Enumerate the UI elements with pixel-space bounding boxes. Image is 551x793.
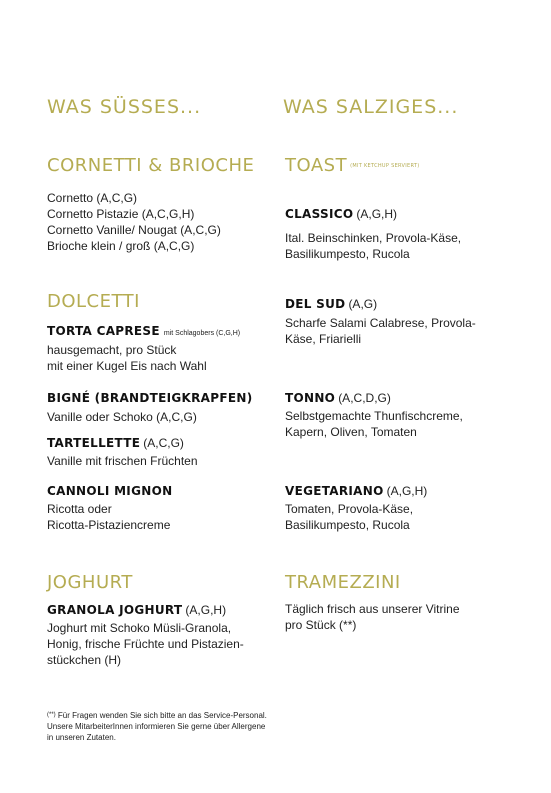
- item-allergens: (A,G,H): [386, 484, 428, 498]
- item-allergens: (A,G,H): [356, 207, 398, 221]
- item-note: mit Schlagobers (C,G,H): [163, 330, 241, 337]
- item-name: DEL SUD: [285, 297, 346, 311]
- menu-item-tartellette: [47, 434, 198, 469]
- section-title-tramezzini: TRAMEZZINI: [285, 572, 401, 593]
- item-desc: Ricotta oder: [47, 502, 112, 516]
- menu-item-cannoli: [47, 482, 172, 533]
- menu-item-classico: [285, 205, 461, 262]
- item-allergens: (A,G,H): [185, 603, 227, 617]
- menu-item-vegetariano: [285, 482, 427, 533]
- cornetti-list: [47, 190, 221, 254]
- item-desc: Honig, frische Früchte und Pistazien-: [47, 637, 244, 651]
- item-desc: mit einer Kugel Eis nach Wahl: [47, 359, 207, 373]
- item-desc: Selbstgemachte Thunfischcreme,: [285, 409, 463, 423]
- menu-item-delsud: [285, 295, 476, 347]
- item-desc: Kapern, Oliven, Tomaten: [285, 425, 417, 439]
- list-item: Cornetto Vanille/ Nougat (A,C,G): [47, 223, 221, 237]
- item-name: TONNO: [285, 391, 336, 405]
- item-name: BIGNÉ (BRANDTEIGKRAPFEN): [47, 391, 253, 405]
- toast-title: TOAST: [285, 155, 348, 176]
- section-title-dolcetti: DOLCETTI: [47, 291, 140, 312]
- item-desc: Vanille oder Schoko (A,C,G): [47, 410, 197, 424]
- item-desc: Ital. Beinschinken, Provola-Käse,: [285, 231, 462, 245]
- section-title-toast: [285, 155, 420, 176]
- item-desc: Käse, Friarielli: [285, 332, 362, 346]
- toast-subtitle: (MIT KETCHUP SERVIERT): [350, 163, 420, 169]
- item-desc: hausgemacht, pro Stück: [47, 343, 177, 357]
- menu-item-bigne: [47, 389, 252, 425]
- header-sweet: WAS SÜSSES...: [47, 96, 202, 118]
- item-name: VEGETARIANO: [285, 484, 384, 498]
- item-desc: stückchen (H): [47, 653, 122, 667]
- item-desc: Scharfe Salami Calabrese, Provola-: [285, 316, 476, 330]
- section-title-cornetti: CORNETTI & BRIOCHE: [47, 155, 255, 176]
- item-allergens: (A,G): [348, 297, 378, 311]
- item-desc: Tomaten, Provola-Käse,: [285, 502, 414, 516]
- item-desc: Basilikumpesto, Rucola: [285, 518, 410, 532]
- item-name: TARTELLETTE: [47, 436, 141, 450]
- item-desc: Joghurt mit Schoko Müsli-Granola,: [47, 621, 232, 635]
- list-item: Cornetto Pistazie (A,C,G,H): [47, 207, 195, 221]
- item-name: GRANOLA JOGHURT: [47, 603, 183, 617]
- footnote-mark: (**): [47, 712, 56, 718]
- menu-item-granola: [47, 601, 244, 668]
- header-savory: WAS SALZIGES...: [283, 96, 459, 118]
- item-allergens: (A,C,D,G): [338, 391, 391, 405]
- section-title-joghurt: JOGHURT: [47, 572, 133, 593]
- footnote-text: Für Fragen wenden Sie sich bitte an das Service-Personal. Unsere MitarbeiterInnen informieren Sie gerne über Allergene in unseren Zutaten.: [47, 711, 267, 742]
- item-desc: Ricotta-Pistaziencreme: [47, 518, 171, 532]
- item-desc: Täglich frisch aus unserer Vitrine: [285, 602, 460, 616]
- item-name: TORTA CAPRESE: [47, 324, 160, 338]
- menu-item-tonno: [285, 389, 463, 440]
- item-name: CANNOLI MIGNON: [47, 484, 173, 498]
- list-item: Cornetto (A,C,G): [47, 191, 138, 205]
- list-item: Brioche klein / groß (A,C,G): [47, 239, 195, 253]
- item-desc: Vanille mit frischen Früchten: [47, 454, 198, 468]
- footnote: [47, 710, 272, 743]
- item-name: CLASSICO: [285, 207, 354, 221]
- menu-item-caprese: [47, 322, 240, 374]
- item-allergens: (A,C,G): [143, 436, 184, 450]
- tramezzini-desc: [285, 601, 460, 633]
- item-desc: pro Stück (**): [285, 618, 357, 632]
- item-desc: Basilikumpesto, Rucola: [285, 247, 410, 261]
